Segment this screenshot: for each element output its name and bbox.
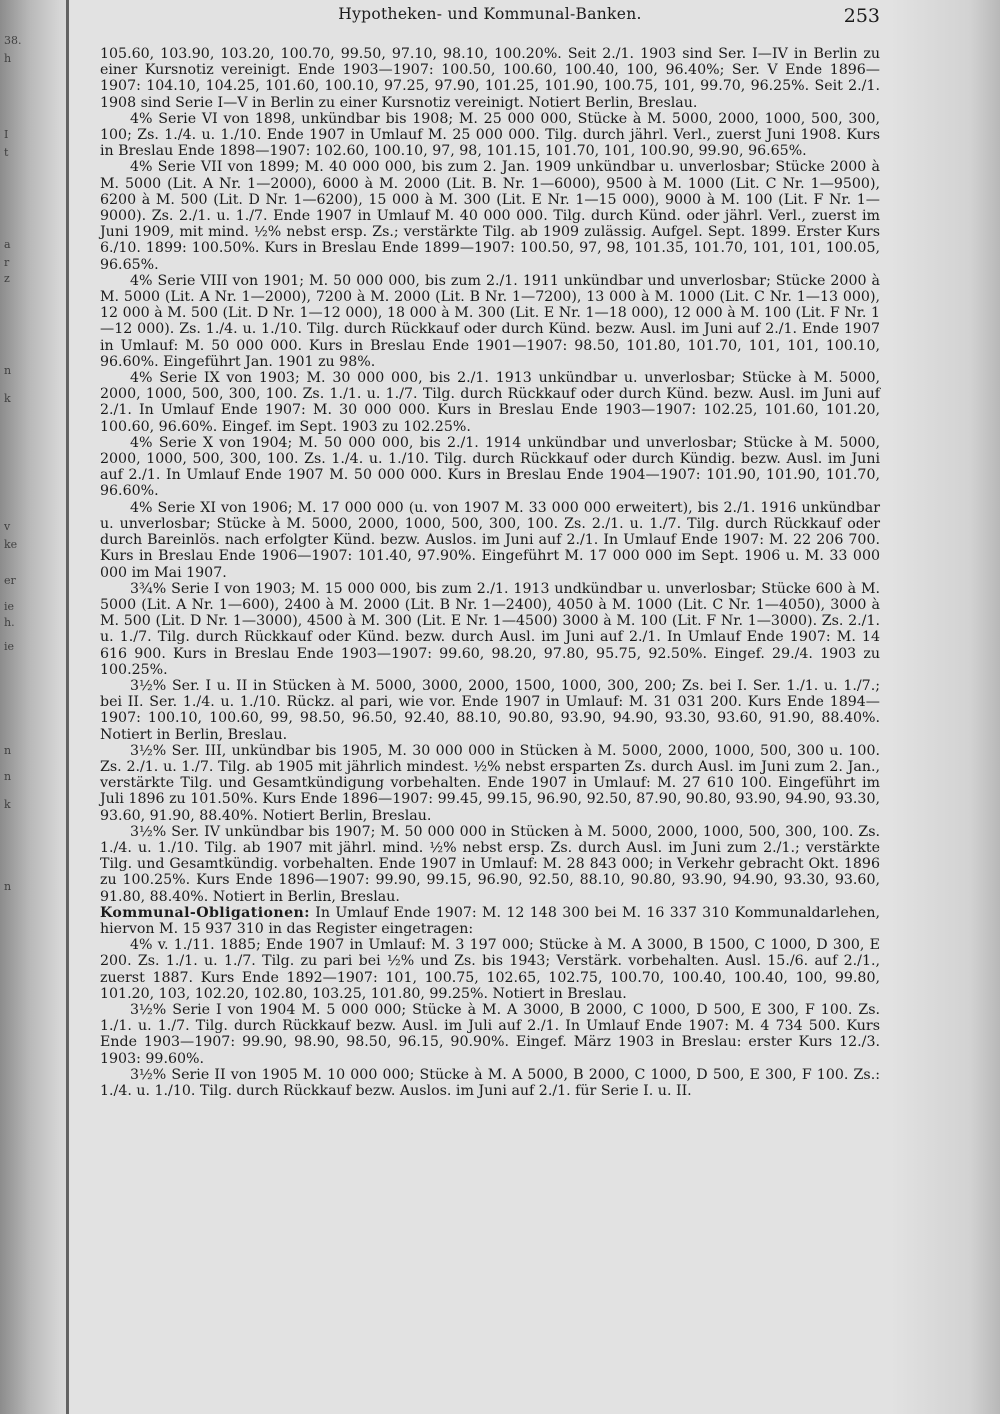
paragraph: 3½% Ser. I u. II in Stücken à M. 5000, 3000, 2000, 1500, 1000, 300, 200; Zs. bei I. Ser. 1./1. u. 1./7.; bei II. Ser. 1./4. u. 1./10. Rückz. al pari, wie vor. Ende 1907 in Umlauf: M. 31 031 200. Kurs Ende 1894—1907: 100.10, 100.60, 99, 98.50, 96.50, 92.40, 88.10, 90.80, 93.90, 94.90, 93.30, 93.60, 91.90, 88.40%. Notiert in Berlin, Breslau. bbox=[100, 677, 880, 743]
kommunal-obligationen-paragraph bbox=[100, 905, 880, 937]
paragraph: 4% v. 1./11. 1885; Ende 1907 in Umlauf: M. 3 197 000; Stücke à M. A 3000, B 1500, C 1000, D 300, E 200. Zs. 1./1. u. 1./7. Tilg. zu pari bei ½% und Zs. bis 1943; Verstärk. vorbehalten. Ausl. 15./6. auf 2./1., zuerst 1887. Kurs Ende 1892—1907: 101, 100.75, 102.65, 102.75, 100.70, 100.40, 100.40, 100, 99.80, 101.20, 103, 102.20, 102.80, 103.25, 101.80, 99.25%. Notiert in Breslau. bbox=[100, 937, 880, 1002]
paragraph: 3¾% Serie I von 1903; M. 15 000 000, bis zum 2./1. 1913 undkündbar u. unverlosbar; Stücke 600 à M. 5000 (Lit. A Nr. 1—600), 2400 à M. 2000 (Lit. B Nr. 1—2400), 4050 à M. 1000 (Lit. C Nr. 1—4050), 3000 à M. 500 (Lit. D Nr. 1—3000), 4500 à M. 300 (Lit. E Nr. 1—4500) 3000 à M. 100 (Lit. F Nr. 1—3000). Zs. 2./1. u. 1./7. Tilg. durch Rückkauf oder Künd. bezw. durch Ausl. im Juni auf 2./1. In Umlauf Ende 1907: M. 14 616 900. Kurs in Breslau Ende 1903—1907: 99.60, 98.20, 97.80, 95.75, 92.50%. Eingef. 29./4. 1903 zu 100.25%. bbox=[100, 580, 880, 678]
running-header bbox=[100, 6, 880, 36]
fragment-text: n bbox=[4, 880, 12, 893]
fragment-text: t bbox=[4, 146, 9, 159]
fragment-text: I bbox=[4, 128, 9, 141]
paragraph: 4% Serie VI von 1898, unkündbar bis 1908; M. 25 000 000, Stücke à M. 5000, 2000, 1000, 500, 300, 100; Zs. 1./4. u. 1./10. Ende 1907 in Umlauf M. 25 000 000. Tilg. durch jährl. Verl., zuerst Juni 1908. Kurs in Breslau Ende 1898—1907: 102.60, 100.10, 97, 98, 101.15, 101.70, 101, 100.90, 99.90, 96.65%. bbox=[100, 110, 880, 160]
page-body bbox=[100, 6, 880, 1099]
paragraph: 4% Serie VIII von 1901; M. 50 000 000, bis zum 2./1. 1911 unkündbar und unverlosbar; Stücke 2000 à M. 5000 (Lit. A Nr. 1—2000), 7200 à M. 2000 (Lit. B Nr. 1—7200), 13 000 à M. 1000 (Lit. C Nr. 1—13 000), 12 000 à M. 500 (Lit. D Nr. 1—12 000), 18 000 à M. 300 (Lit. E Nr. 1—18 000), 12 000 à M. 100 (Lit. F Nr. 1—12 000). Zs. 1./4. u. 1./10. Tilg. durch Rückkauf oder durch Künd. bezw. Ausl. im Juni auf 2./1. Ende 1907 in Umlauf: M. 50 000 000. Kurs in Breslau Ende 1901—1907: 98.50, 101.80, 101.70, 101, 101, 100.10, 96.60%. Eingeführt Jan. 1901 zu 98%. bbox=[100, 272, 880, 370]
fragment-text: ie bbox=[4, 640, 15, 653]
fragment-text: k bbox=[4, 798, 11, 811]
fragment-text: z bbox=[4, 272, 10, 285]
fragment-text: n bbox=[4, 744, 12, 757]
paragraph: 4% Serie X von 1904; M. 50 000 000, bis 2./1. 1914 unkündbar und unverlosbar; Stücke à M. 5000, 2000, 1000, 500, 300, 100. Zs. 1./4. u. 1./10. Tilg. durch Rückkauf oder durch Kündig. bezw. Ausl. im Juni auf 2./1. In Umlauf Ende 1907 M. 50 000 000. Kurs in Breslau Ende 1904—1907: 101.90, 101.90, 101.70, 96.60%. bbox=[100, 434, 880, 500]
paragraph: 4% Serie XI von 1906; M. 17 000 000 (u. von 1907 M. 33 000 000 erweitert), bis 2./1. 1916 unkündbar u. unverlosbar; Stücke à M. 5000, 2000, 1000, 500, 300, 100. Zs. 2./1. u. 1./7. Tilg. durch Rückkauf oder durch Bareinlös. nach erfolgter Künd. bezw. Auslos. im Juni auf 2./1. In Umlauf Ende 1907: M. 22 206 700. Kurs in Breslau Ende 1906—1907: 101.40, 97.90%. Eingeführt M. 17 000 000 im Sept. 1906 u. M. 33 000 000 im Mai 1907. bbox=[100, 499, 880, 581]
fragment-text: h bbox=[4, 52, 12, 65]
paragraph: 4% Serie IX von 1903; M. 30 000 000, bis 2./1. 1913 unkündbar u. unverlosbar; Stücke à M. 5000, 2000, 1000, 500, 300, 100. Zs. 1./1. u. 1./7. Tilg. durch Rückkauf oder durch Künd. bezw. Ausl. im Juni auf 2./1. In Umlauf Ende 1907: M. 30 000 000. Kurs in Breslau Ende 1903—1907: 102.25, 101.60, 101.20, 100.60, 96.60%. Eingef. im Sept. 1903 zu 102.25%. bbox=[100, 370, 880, 435]
paragraph: 3½% Serie II von 1905 M. 10 000 000; Stücke à M. A 5000, B 2000, C 1000, D 500, E 300, F 100. Zs.: 1./4. u. 1./10. Tilg. durch Rückkauf bezw. Auslos. im Juni auf 2./1. für Serie I. u. II. bbox=[100, 1066, 880, 1099]
paragraph: 4% Serie VII von 1899; M. 40 000 000, bis zum 2. Jan. 1909 unkündbar u. unverlosbar; Stücke 2000 à M. 5000 (Lit. A Nr. 1—2000), 6000 à M. 2000 (Lit. B. Nr. 1—6000), 9500 à M. 1000 (Lit. C Nr. 1—9500), 6200 à M. 500 (Lit. D Nr. 1—6200), 15 000 à M. 300 (Lit. E Nr. 1—15 000), 9000 à M. 100 (Lit. F Nr. 1—9000). Zs. 2./1. u. 1./7. Ende 1907 in Umlauf M. 40 000 000. Tilg. durch Künd. oder jährl. Verl., zuerst im Juni 1909, mit mind. ½% nebst ersp. Zs.; verstärkte Tilg. ab 1909 zulässig. Aufgel. Sept. 1899. Erster Kurs 6./10. 1899: 100.50%. Kurs in Breslau Ende 1899—1907: 100.50, 97, 98, 101.35, 101.70, 101, 101, 100.05, 96.65%. bbox=[100, 159, 880, 273]
fragment-text: ie bbox=[4, 600, 15, 613]
facing-page-fragments bbox=[0, 0, 60, 1414]
running-title: Hypotheken- und Kommunal-Banken. bbox=[338, 5, 642, 23]
fragment-text: k bbox=[4, 392, 11, 405]
fragment-text: a bbox=[4, 238, 11, 251]
page-number: 253 bbox=[843, 5, 880, 27]
fragment-text: 38. bbox=[4, 34, 22, 47]
fragment-text: n bbox=[4, 770, 12, 783]
fragment-text: ke bbox=[4, 538, 18, 551]
fragment-text: v bbox=[4, 520, 11, 533]
paragraph: 3½% Serie I von 1904 M. 5 000 000; Stücke à M. A 3000, B 2000, C 1000, D 500, E 300, F 100. Zs. 1./1. u. 1./7. Tilg. durch Rückkauf bezw. Ausl. im Juli auf 2./1. In Umlauf Ende 1907: M. 4 734 500. Kurs Ende 1903—1907: 99.90, 98.90, 98.50, 96.15, 90.90%. Eingef. März 1903 in Breslau: erster Kurs 12./3. 1903: 99.60%. bbox=[100, 1001, 880, 1067]
paragraph: 3½% Ser. IV unkündbar bis 1907; M. 50 000 000 in Stücken à M. 5000, 2000, 1000, 500, 300, 100. Zs. 1./4. u. 1./10. Tilg. ab 1907 mit jährl. mind. ½% nebst ersp. Zs. durch Ausl. im Juni zum 2./1.; verstärkte Tilg. und Gesamtkündig. vorbehalten. Ende 1907 in Umlauf: M. 28 843 000; in Verkehr gebracht Okt. 1896 zu 100.25%. Kurs Ende 1896—1907: 99.90, 99.15, 96.90, 92.50, 88.10, 90.80, 93.90, 94.90, 93.30, 93.60, 91.80, 88.40%. Notiert in Berlin, Breslau. bbox=[100, 823, 880, 905]
fragment-text: r bbox=[4, 256, 10, 269]
fragment-text: h. bbox=[4, 616, 15, 629]
page-edge-shadow bbox=[890, 0, 1000, 1414]
section-text: In Umlauf Ende 1907: M. 12 148 300 bei M. 16 337 310 Kommunaldarlehen, hiervon M. 15 937 310 in das Register eingetragen: bbox=[100, 904, 880, 937]
fragment-text: n bbox=[4, 364, 12, 377]
section-label: Kommunal-Obligationen: bbox=[100, 904, 310, 921]
paragraph: 3½% Ser. III, unkündbar bis 1905, M. 30 000 000 in Stücken à M. 5000, 2000, 1000, 500, 300 u. 100. Zs. 2./1. u. 1./7. Tilg. ab 1905 mit jährlich mindest. ½% nebst ersparten Zs. durch Ausl. im Juni zum 2. Jan., verstärkte Tilg. und Gesamtkündigung vorbehalten. Ende 1907 in Umlauf: M. 27 610 100. Eingeführt im Juli 1896 zu 101.50%. Kurs Ende 1896—1907: 99.45, 99.15, 96.90, 92.50, 87.90, 90.80, 93.90, 94.90, 93.30, 93.60, 91.90, 88.40%. Notiert Berlin, Breslau. bbox=[100, 742, 880, 824]
binding-edge bbox=[66, 0, 69, 1414]
fragment-text: er bbox=[4, 574, 16, 587]
paragraph: 105.60, 103.90, 103.20, 100.70, 99.50, 97.10, 98.10, 100.20%. Seit 2./1. 1903 sind Ser. I—IV in Berlin zu einer Kursnotiz vereinigt. Ende 1903—1907: 100.50, 100.60, 100.40, 100, 96.40%; Ser. V Ende 1896—1907: 104.10, 104.25, 101.60, 100.10, 97.25, 97.90, 101.25, 101.90, 100.75, 101, 99.70, 96.25%. Seit 2./1. 1908 sind Serie I—V in Berlin zu einer Kursnotiz vereinigt. Notiert Berlin, Breslau. bbox=[100, 46, 880, 111]
